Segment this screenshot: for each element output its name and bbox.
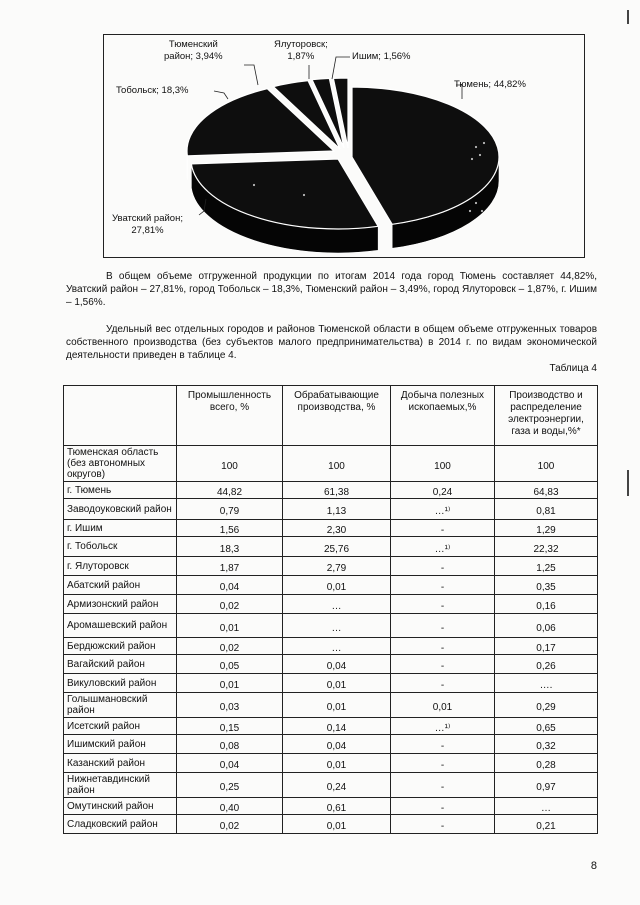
value-cell: - <box>391 735 495 754</box>
paragraph-2 <box>66 323 597 362</box>
table-row <box>64 815 598 834</box>
value-cell: 0,02 <box>177 638 283 655</box>
value-cell: 0,25 <box>177 773 283 798</box>
pie-label <box>454 79 526 91</box>
paragraph-1-text: В общем объеме отгруженной продукции по итогам 2014 года город Тюмень составляет 44,82%, Уватский район – 27,81%, город Тобольск – 18,3%, Тюменский район – 3,49%, город Ялуторовск – 1,87%, г. Ишим – 1,56%. <box>66 271 597 308</box>
pie-label <box>274 39 328 63</box>
pie-leader-line <box>332 57 350 79</box>
pie-label-line: Уватский район; <box>112 213 183 224</box>
row-label-cell: Нижнетавдинский район <box>64 773 177 798</box>
value-cell: - <box>391 595 495 614</box>
pie-label-line: Ишим; 1,56% <box>352 51 411 62</box>
header-cell: Обрабатывающие производства, % <box>283 386 391 446</box>
table-row <box>64 537 598 557</box>
value-cell: 0,08 <box>177 735 283 754</box>
value-cell: - <box>391 655 495 674</box>
value-cell: 2,79 <box>283 557 391 576</box>
table-row <box>64 595 598 614</box>
scan-speck <box>475 202 477 204</box>
table-header-row <box>64 386 598 446</box>
row-label-cell: Заводоуковский район <box>64 499 177 520</box>
row-label-cell: Голышмановский район <box>64 693 177 718</box>
header-cell: Производство и распределение электроэнергии, газа и воды,%* <box>495 386 598 446</box>
header-cell: Добыча полезных ископаемых,% <box>391 386 495 446</box>
header-cell: Промышленность всего, % <box>177 386 283 446</box>
pie-label <box>112 213 183 237</box>
value-cell: - <box>391 674 495 693</box>
pie-chart <box>103 34 585 258</box>
scan-speck <box>479 154 481 156</box>
value-cell: - <box>391 815 495 834</box>
value-cell: 100 <box>495 446 598 482</box>
table-row <box>64 576 598 595</box>
table-row <box>64 798 598 815</box>
table-row <box>64 614 598 638</box>
value-cell: 0,81 <box>495 499 598 520</box>
value-cell: 0,01 <box>283 815 391 834</box>
value-cell: 61,38 <box>283 482 391 499</box>
value-cell: 0,28 <box>495 754 598 773</box>
value-cell: 100 <box>391 446 495 482</box>
row-label-cell: г. Ялуторовск <box>64 557 177 576</box>
row-label-cell: Бердюжский район <box>64 638 177 655</box>
value-cell: 100 <box>283 446 391 482</box>
row-label-cell: Аромашевский район <box>64 614 177 638</box>
paragraph-1 <box>66 270 597 309</box>
value-cell: … <box>283 638 391 655</box>
scan-mark <box>627 10 629 24</box>
value-cell: 0,02 <box>177 815 283 834</box>
value-cell: 64,83 <box>495 482 598 499</box>
pie-leader-line <box>214 91 228 99</box>
paragraph-2-text: Удельный вес отдельных городов и районов Тюменской области в общем объеме отгруженных товаров собственного производства (без субъектов малого предпринимательства) в 2014 г. по видам экономической деятельности приведен в таблице 4. <box>66 324 597 361</box>
row-label-cell: Сладковский район <box>64 815 177 834</box>
table-row <box>64 638 598 655</box>
row-label-cell: г. Тюмень <box>64 482 177 499</box>
value-cell: - <box>391 754 495 773</box>
value-cell: 1,25 <box>495 557 598 576</box>
value-cell: 0,24 <box>391 482 495 499</box>
value-cell: … <box>283 595 391 614</box>
value-cell: 0,32 <box>495 735 598 754</box>
value-cell: 0,29 <box>495 693 598 718</box>
value-cell: 100 <box>177 446 283 482</box>
table-row <box>64 446 598 482</box>
row-label-cell: Вагайский район <box>64 655 177 674</box>
row-label-cell: Исетский район <box>64 718 177 735</box>
row-label-cell: Армизонский район <box>64 595 177 614</box>
table-row <box>64 718 598 735</box>
value-cell: …¹⁾ <box>391 718 495 735</box>
value-cell: 0,01 <box>283 693 391 718</box>
row-label-cell: Ишимский район <box>64 735 177 754</box>
value-cell: 0,06 <box>495 614 598 638</box>
value-cell: 0,05 <box>177 655 283 674</box>
value-cell: 0,14 <box>283 718 391 735</box>
page-number: 8 <box>590 860 597 872</box>
value-cell: 1,87 <box>177 557 283 576</box>
value-cell: 0,97 <box>495 773 598 798</box>
scan-speck <box>471 158 473 160</box>
value-cell: 0,61 <box>283 798 391 815</box>
pie-label-line: 1,87% <box>287 51 315 62</box>
value-cell: 0,17 <box>495 638 598 655</box>
row-label-cell: Тюменская область (без автономных округов) <box>64 446 177 482</box>
scan-speck <box>475 146 477 148</box>
value-cell: 0,21 <box>495 815 598 834</box>
value-cell: 0,65 <box>495 718 598 735</box>
row-label-cell: г. Тобольск <box>64 537 177 557</box>
value-cell: 0,01 <box>283 754 391 773</box>
value-cell: 0,04 <box>177 754 283 773</box>
pie-label-line: Тюмень; 44,82% <box>454 79 526 90</box>
value-cell: 0,04 <box>177 576 283 595</box>
scan-speck <box>253 184 255 186</box>
pie-label <box>164 39 223 63</box>
table-row <box>64 482 598 499</box>
pie-label-line: район; 3,94% <box>164 51 223 62</box>
table-row <box>64 754 598 773</box>
table-caption: Таблица 4 <box>549 363 597 374</box>
row-label-cell: Казанский район <box>64 754 177 773</box>
table-row <box>64 735 598 754</box>
scan-speck <box>481 210 483 212</box>
table-row <box>64 693 598 718</box>
scan-speck <box>469 210 471 212</box>
pie-leader-line <box>244 65 258 85</box>
value-cell: 1,56 <box>177 520 283 537</box>
value-cell: 0,16 <box>495 595 598 614</box>
pie-label <box>352 51 411 63</box>
value-cell: 22,32 <box>495 537 598 557</box>
scan-speck <box>483 142 485 144</box>
header-cell <box>64 386 177 446</box>
row-label-cell: Абатский район <box>64 576 177 595</box>
value-cell: - <box>391 614 495 638</box>
value-cell: 1,13 <box>283 499 391 520</box>
value-cell: 44,82 <box>177 482 283 499</box>
value-cell: 0,15 <box>177 718 283 735</box>
value-cell: 0,35 <box>495 576 598 595</box>
table-row <box>64 520 598 537</box>
pie-label <box>116 85 188 97</box>
pie-label-line: 27,81% <box>131 225 164 236</box>
value-cell: 2,30 <box>283 520 391 537</box>
value-cell: 0,26 <box>495 655 598 674</box>
value-cell: …. <box>495 674 598 693</box>
value-cell: … <box>283 614 391 638</box>
value-cell: 0,01 <box>177 614 283 638</box>
row-label-cell: г. Ишим <box>64 520 177 537</box>
scan-speck <box>303 194 305 196</box>
value-cell: 25,76 <box>283 537 391 557</box>
value-cell: 0,01 <box>283 576 391 595</box>
value-cell: … <box>495 798 598 815</box>
row-label-cell: Викуловский район <box>64 674 177 693</box>
value-cell: …¹⁾ <box>391 499 495 520</box>
value-cell: - <box>391 576 495 595</box>
value-cell: …¹⁾ <box>391 537 495 557</box>
value-cell: - <box>391 638 495 655</box>
table-row <box>64 557 598 576</box>
pie-label-line: Тюменский <box>168 39 218 50</box>
scan-mark <box>627 470 629 496</box>
value-cell: - <box>391 520 495 537</box>
value-cell: 0,40 <box>177 798 283 815</box>
value-cell: 0,04 <box>283 735 391 754</box>
row-label-cell: Омутинский район <box>64 798 177 815</box>
value-cell: 1,29 <box>495 520 598 537</box>
value-cell: 0,04 <box>283 655 391 674</box>
value-cell: - <box>391 557 495 576</box>
pie-label-line: Ялуторовск; <box>274 39 328 50</box>
value-cell: 0,02 <box>177 595 283 614</box>
value-cell: - <box>391 798 495 815</box>
value-cell: 0,03 <box>177 693 283 718</box>
value-cell: 0,79 <box>177 499 283 520</box>
value-cell: - <box>391 773 495 798</box>
table-row <box>64 499 598 520</box>
pie-label-line: Тобольск; 18,3% <box>116 85 189 96</box>
value-cell: 18,3 <box>177 537 283 557</box>
value-cell: 0,24 <box>283 773 391 798</box>
data-table <box>63 385 598 834</box>
value-cell: 0,01 <box>177 674 283 693</box>
value-cell: 0,01 <box>283 674 391 693</box>
table-row <box>64 674 598 693</box>
table-row <box>64 773 598 798</box>
value-cell: 0,01 <box>391 693 495 718</box>
table-row <box>64 655 598 674</box>
